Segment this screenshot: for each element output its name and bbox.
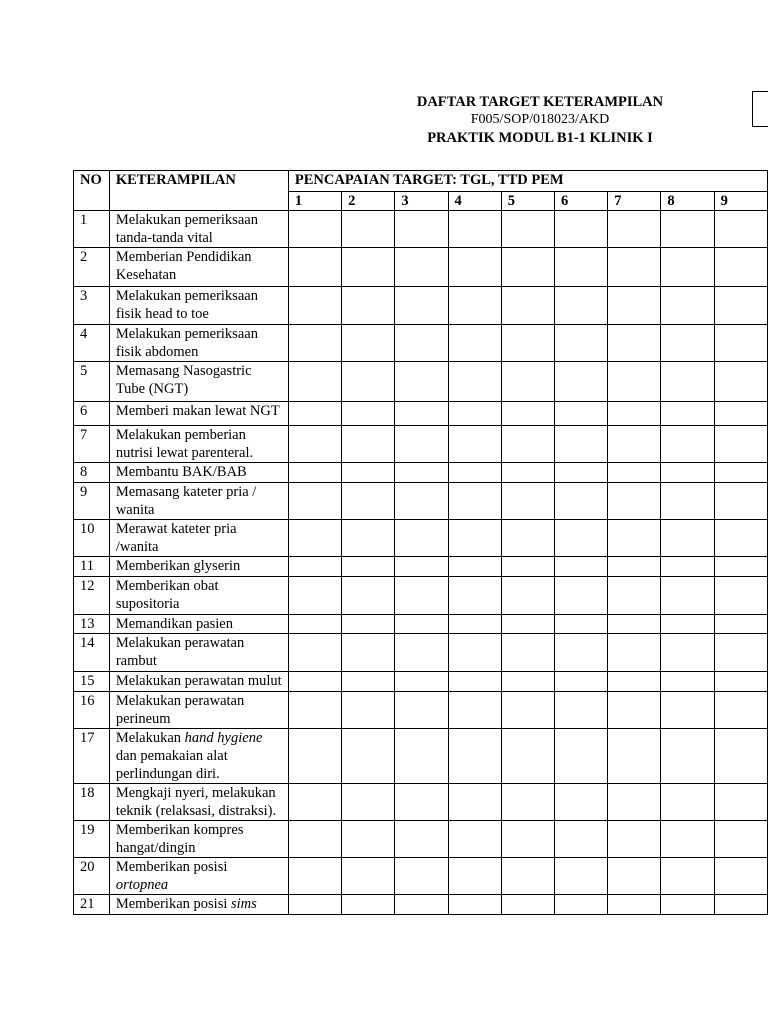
target-cell[interactable]	[714, 325, 767, 362]
target-cell[interactable]	[288, 325, 341, 362]
target-cell[interactable]	[448, 895, 501, 915]
target-cell[interactable]	[714, 248, 767, 287]
target-cell[interactable]	[342, 426, 395, 463]
header-keterampilan: KETERAMPILAN	[109, 171, 288, 211]
target-cell[interactable]	[554, 821, 607, 858]
target-cell[interactable]	[501, 784, 554, 821]
skill-text: Melakukan pemeriksaan tanda-tanda vital	[115, 212, 258, 246]
target-cell[interactable]	[342, 784, 395, 821]
target-cell[interactable]	[501, 557, 554, 577]
target-cell[interactable]	[448, 325, 501, 362]
target-cell[interactable]	[288, 211, 341, 248]
skill-name	[109, 615, 288, 634]
target-cell[interactable]	[554, 858, 607, 895]
form-code: F005/SOP/018023/AKD	[470, 112, 610, 127]
target-cell[interactable]	[501, 402, 554, 426]
target-cell[interactable]	[554, 287, 607, 325]
row-number: 2	[74, 248, 110, 287]
skill-name	[109, 362, 288, 402]
target-cell[interactable]	[714, 211, 767, 248]
target-cell[interactable]	[288, 634, 341, 672]
target-column-number: 5	[501, 192, 554, 211]
target-cell[interactable]	[448, 248, 501, 287]
target-cell[interactable]	[342, 287, 395, 325]
target-cell[interactable]	[608, 821, 661, 858]
table-row	[74, 520, 768, 557]
target-cell[interactable]	[714, 615, 767, 634]
skill-name	[109, 821, 288, 858]
target-cell[interactable]	[554, 520, 607, 557]
target-cell[interactable]	[714, 672, 767, 692]
target-cell[interactable]	[395, 729, 448, 784]
target-cell[interactable]	[501, 426, 554, 463]
skill-name	[109, 577, 288, 615]
logo-box	[752, 91, 768, 127]
skill-name	[109, 287, 288, 325]
target-cell[interactable]	[714, 577, 767, 615]
skill-name	[109, 858, 288, 895]
target-cell[interactable]	[661, 858, 714, 895]
table-row	[74, 362, 768, 402]
target-column-number: 4	[448, 192, 501, 211]
table-row	[74, 895, 768, 915]
target-cell[interactable]	[395, 895, 448, 915]
skills-table-body	[74, 211, 768, 915]
target-cell[interactable]	[714, 287, 767, 325]
target-column-number: 6	[554, 192, 607, 211]
target-cell[interactable]	[501, 895, 554, 915]
target-cell[interactable]	[608, 248, 661, 287]
row-number: 6	[74, 402, 110, 426]
target-cell[interactable]	[395, 426, 448, 463]
target-cell[interactable]	[448, 402, 501, 426]
target-cell[interactable]	[288, 615, 341, 634]
target-cell[interactable]	[395, 287, 448, 325]
target-cell[interactable]	[554, 426, 607, 463]
target-cell[interactable]	[395, 248, 448, 287]
table-row	[74, 557, 768, 577]
target-cell[interactable]	[288, 463, 341, 483]
skill-text: Melakukan pemberian nutrisi lewat parenteral.	[115, 427, 254, 461]
target-cell[interactable]	[395, 483, 448, 520]
skill-text: Memberikan glyserin	[115, 558, 241, 574]
skill-name	[109, 729, 288, 784]
target-column-number: 9	[714, 192, 767, 211]
target-cell[interactable]	[554, 402, 607, 426]
target-cell[interactable]	[661, 615, 714, 634]
row-number: 12	[74, 577, 110, 615]
target-cell[interactable]	[661, 692, 714, 729]
skill-text: Memasang kateter pria / wanita	[115, 484, 257, 518]
target-cell[interactable]	[395, 463, 448, 483]
target-cell[interactable]	[661, 362, 714, 402]
skills-table	[73, 170, 768, 915]
target-cell[interactable]	[608, 577, 661, 615]
target-cell[interactable]	[501, 362, 554, 402]
table-row	[74, 248, 768, 287]
target-cell[interactable]	[288, 895, 341, 915]
target-cell[interactable]	[554, 615, 607, 634]
skill-text: Memberian Pendidikan Kesehatan	[115, 249, 252, 283]
header-pencapaian-target: PENCAPAIAN TARGET: TGL, TTD PEM	[288, 171, 767, 192]
target-cell[interactable]	[501, 821, 554, 858]
target-cell[interactable]	[288, 402, 341, 426]
target-cell[interactable]	[448, 426, 501, 463]
target-cell[interactable]	[608, 615, 661, 634]
target-cell[interactable]	[501, 463, 554, 483]
skill-name	[109, 325, 288, 362]
skill-name	[109, 520, 288, 557]
target-cell[interactable]	[342, 463, 395, 483]
target-cell[interactable]	[288, 858, 341, 895]
table-row	[74, 784, 768, 821]
target-cell[interactable]	[661, 463, 714, 483]
target-cell[interactable]	[608, 634, 661, 672]
table-row	[74, 672, 768, 692]
skill-text: Melakukan perawatan mulut	[115, 673, 282, 689]
target-cell[interactable]	[501, 577, 554, 615]
target-cell[interactable]	[501, 287, 554, 325]
target-cell[interactable]	[501, 692, 554, 729]
skill-text: Memasang Nasogastric Tube (NGT)	[115, 363, 252, 397]
table-row	[74, 211, 768, 248]
target-cell[interactable]	[448, 672, 501, 692]
table-row	[74, 325, 768, 362]
row-number: 11	[74, 557, 110, 577]
target-cell[interactable]	[448, 615, 501, 634]
target-cell[interactable]	[448, 483, 501, 520]
skill-text: Memberi makan lewat NGT	[115, 403, 280, 419]
skill-text: Merawat kateter pria /wanita	[115, 521, 237, 555]
target-cell[interactable]	[448, 520, 501, 557]
target-cell[interactable]	[714, 402, 767, 426]
target-cell[interactable]	[608, 287, 661, 325]
target-cell[interactable]	[714, 483, 767, 520]
skill-text: Memandikan pasien	[115, 616, 233, 632]
target-cell[interactable]	[288, 729, 341, 784]
target-cell[interactable]	[342, 821, 395, 858]
target-cell[interactable]	[448, 287, 501, 325]
target-cell[interactable]	[554, 729, 607, 784]
row-number: 21	[74, 895, 110, 915]
row-number: 7	[74, 426, 110, 463]
target-cell[interactable]	[608, 520, 661, 557]
target-cell[interactable]	[714, 426, 767, 463]
table-row	[74, 287, 768, 325]
target-column-number: 7	[608, 192, 661, 211]
target-cell[interactable]	[288, 672, 341, 692]
target-cell[interactable]	[342, 211, 395, 248]
target-cell[interactable]	[714, 821, 767, 858]
target-cell[interactable]	[342, 895, 395, 915]
skill-name	[109, 483, 288, 520]
target-cell[interactable]	[608, 557, 661, 577]
target-cell[interactable]	[661, 426, 714, 463]
skill-name	[109, 672, 288, 692]
target-cell[interactable]	[448, 211, 501, 248]
target-cell[interactable]	[448, 729, 501, 784]
skill-text: dan pemakaian alat perlindungan diri.	[115, 748, 228, 782]
target-cell[interactable]	[288, 483, 341, 520]
target-cell[interactable]	[395, 362, 448, 402]
target-cell[interactable]	[288, 577, 341, 615]
row-number: 3	[74, 287, 110, 325]
table-row	[74, 821, 768, 858]
target-cell[interactable]	[554, 248, 607, 287]
target-cell[interactable]	[608, 784, 661, 821]
skill-name	[109, 634, 288, 672]
target-cell[interactable]	[395, 211, 448, 248]
row-number: 14	[74, 634, 110, 672]
target-cell[interactable]	[661, 325, 714, 362]
target-cell[interactable]	[342, 729, 395, 784]
skill-text: Mengkaji nyeri, melakukan teknik (relaksasi, distraksi).	[115, 785, 277, 819]
target-cell[interactable]	[448, 577, 501, 615]
row-number: 15	[74, 672, 110, 692]
target-column-number: 2	[342, 192, 395, 211]
row-number: 4	[74, 325, 110, 362]
target-cell[interactable]	[661, 821, 714, 858]
table-row	[74, 483, 768, 520]
target-cell[interactable]	[342, 577, 395, 615]
target-cell[interactable]	[288, 248, 341, 287]
target-cell[interactable]	[554, 325, 607, 362]
skill-text: Memberikan posisi	[115, 859, 228, 875]
target-cell[interactable]	[661, 211, 714, 248]
target-cell[interactable]	[342, 672, 395, 692]
target-cell[interactable]	[395, 520, 448, 557]
target-cell[interactable]	[714, 463, 767, 483]
target-cell[interactable]	[608, 463, 661, 483]
target-cell[interactable]	[395, 784, 448, 821]
skill-text: sims	[231, 896, 257, 912]
target-cell[interactable]	[554, 692, 607, 729]
target-cell[interactable]	[448, 634, 501, 672]
target-cell[interactable]	[714, 729, 767, 784]
table-row	[74, 858, 768, 895]
skill-name	[109, 463, 288, 483]
target-cell[interactable]	[661, 248, 714, 287]
target-cell[interactable]	[554, 672, 607, 692]
target-cell[interactable]	[554, 483, 607, 520]
target-cell[interactable]	[554, 557, 607, 577]
target-cell[interactable]	[501, 520, 554, 557]
target-cell[interactable]	[501, 483, 554, 520]
target-cell[interactable]	[342, 615, 395, 634]
target-cell[interactable]	[342, 858, 395, 895]
target-cell[interactable]	[395, 634, 448, 672]
target-cell[interactable]	[395, 692, 448, 729]
target-cell[interactable]	[608, 692, 661, 729]
target-cell[interactable]	[714, 557, 767, 577]
table-row	[74, 463, 768, 483]
table-row	[74, 402, 768, 426]
target-cell[interactable]	[661, 402, 714, 426]
target-cell[interactable]	[342, 402, 395, 426]
target-cell[interactable]	[288, 821, 341, 858]
target-cell[interactable]	[661, 634, 714, 672]
skill-name	[109, 895, 288, 915]
target-cell[interactable]	[554, 463, 607, 483]
target-cell[interactable]	[554, 362, 607, 402]
target-cell[interactable]	[448, 557, 501, 577]
target-cell[interactable]	[342, 248, 395, 287]
target-column-number: 3	[395, 192, 448, 211]
target-cell[interactable]	[501, 729, 554, 784]
header-no: NO	[74, 171, 110, 211]
target-cell[interactable]	[342, 557, 395, 577]
target-cell[interactable]	[608, 426, 661, 463]
target-cell[interactable]	[714, 858, 767, 895]
target-cell[interactable]	[288, 520, 341, 557]
target-cell[interactable]	[342, 325, 395, 362]
target-cell[interactable]	[395, 615, 448, 634]
row-number: 17	[74, 729, 110, 784]
target-cell[interactable]	[501, 634, 554, 672]
target-cell[interactable]	[342, 692, 395, 729]
skill-name	[109, 402, 288, 426]
target-cell[interactable]	[608, 672, 661, 692]
target-cell[interactable]	[342, 362, 395, 402]
skill-name	[109, 557, 288, 577]
target-column-number: 1	[288, 192, 341, 211]
target-cell[interactable]	[714, 362, 767, 402]
target-cell[interactable]	[554, 634, 607, 672]
target-cell[interactable]	[395, 557, 448, 577]
row-number: 10	[74, 520, 110, 557]
target-cell[interactable]	[288, 692, 341, 729]
target-cell[interactable]	[448, 858, 501, 895]
row-number: 1	[74, 211, 110, 248]
target-cell[interactable]	[288, 362, 341, 402]
table-row	[74, 615, 768, 634]
table-row	[74, 729, 768, 784]
target-cell[interactable]	[661, 483, 714, 520]
target-cell[interactable]	[608, 858, 661, 895]
row-number: 19	[74, 821, 110, 858]
skill-text: Membantu BAK/BAB	[115, 464, 247, 480]
table-row	[74, 692, 768, 729]
row-number: 5	[74, 362, 110, 402]
target-cell[interactable]	[661, 729, 714, 784]
skill-text: Melakukan	[115, 730, 185, 746]
skill-name	[109, 211, 288, 248]
target-cell[interactable]	[661, 784, 714, 821]
target-cell[interactable]	[661, 672, 714, 692]
skill-text: Melakukan pemeriksaan fisik abdomen	[115, 326, 258, 360]
target-cell[interactable]	[714, 895, 767, 915]
target-cell[interactable]	[714, 784, 767, 821]
target-cell[interactable]	[288, 784, 341, 821]
target-cell[interactable]	[288, 557, 341, 577]
table-row	[74, 426, 768, 463]
target-cell[interactable]	[342, 634, 395, 672]
row-number: 9	[74, 483, 110, 520]
target-cell[interactable]	[395, 402, 448, 426]
target-cell[interactable]	[661, 520, 714, 557]
target-cell[interactable]	[342, 483, 395, 520]
target-cell[interactable]	[661, 557, 714, 577]
target-cell[interactable]	[554, 211, 607, 248]
target-cell[interactable]	[714, 520, 767, 557]
form-subtitle: PRAKTIK MODUL B1-1 KLINIK I	[427, 130, 653, 146]
form-title: DAFTAR TARGET KETERAMPILAN	[416, 94, 664, 110]
target-cell[interactable]	[714, 634, 767, 672]
target-cell[interactable]	[554, 577, 607, 615]
skill-name	[109, 248, 288, 287]
target-cell[interactable]	[608, 325, 661, 362]
target-cell[interactable]	[395, 821, 448, 858]
target-cell[interactable]	[501, 615, 554, 634]
target-cell[interactable]	[608, 402, 661, 426]
row-number: 16	[74, 692, 110, 729]
target-cell[interactable]	[342, 520, 395, 557]
target-cell[interactable]	[448, 692, 501, 729]
skill-text: Memberikan posisi	[115, 896, 231, 912]
target-cell[interactable]	[395, 325, 448, 362]
target-cell[interactable]	[608, 211, 661, 248]
target-cell[interactable]	[395, 672, 448, 692]
target-cell[interactable]	[395, 577, 448, 615]
target-cell[interactable]	[288, 426, 341, 463]
target-cell[interactable]	[608, 895, 661, 915]
skill-text: Memberikan kompres hangat/dingin	[115, 822, 244, 856]
target-cell[interactable]	[661, 895, 714, 915]
row-number: 20	[74, 858, 110, 895]
skill-name	[109, 692, 288, 729]
target-cell[interactable]	[448, 821, 501, 858]
table-row	[74, 577, 768, 615]
target-cell[interactable]	[501, 248, 554, 287]
skill-text: Melakukan perawatan perineum	[115, 693, 245, 727]
target-cell[interactable]	[714, 692, 767, 729]
target-cell[interactable]	[661, 287, 714, 325]
target-cell[interactable]	[448, 463, 501, 483]
target-cell[interactable]	[501, 672, 554, 692]
skill-text: ortopnea	[115, 877, 169, 893]
skill-text: hand hygiene	[184, 730, 263, 746]
target-cell[interactable]	[661, 577, 714, 615]
row-number: 8	[74, 463, 110, 483]
skill-text: Memberikan obat supositoria	[115, 578, 219, 612]
target-cell[interactable]	[608, 729, 661, 784]
row-number: 18	[74, 784, 110, 821]
target-cell[interactable]	[554, 784, 607, 821]
target-cell[interactable]	[288, 287, 341, 325]
row-number: 13	[74, 615, 110, 634]
skill-text: Melakukan pemeriksaan fisik head to toe	[115, 288, 258, 322]
skill-text: Melakukan perawatan rambut	[115, 635, 245, 669]
target-cell[interactable]	[501, 211, 554, 248]
target-cell[interactable]	[608, 483, 661, 520]
target-column-number: 8	[661, 192, 714, 211]
target-cell[interactable]	[395, 858, 448, 895]
target-cell[interactable]	[501, 325, 554, 362]
target-cell[interactable]	[448, 784, 501, 821]
target-cell[interactable]	[501, 858, 554, 895]
skill-name	[109, 784, 288, 821]
skill-name	[109, 426, 288, 463]
target-cell[interactable]	[608, 362, 661, 402]
target-cell[interactable]	[448, 362, 501, 402]
target-cell[interactable]	[554, 895, 607, 915]
table-row	[74, 634, 768, 672]
